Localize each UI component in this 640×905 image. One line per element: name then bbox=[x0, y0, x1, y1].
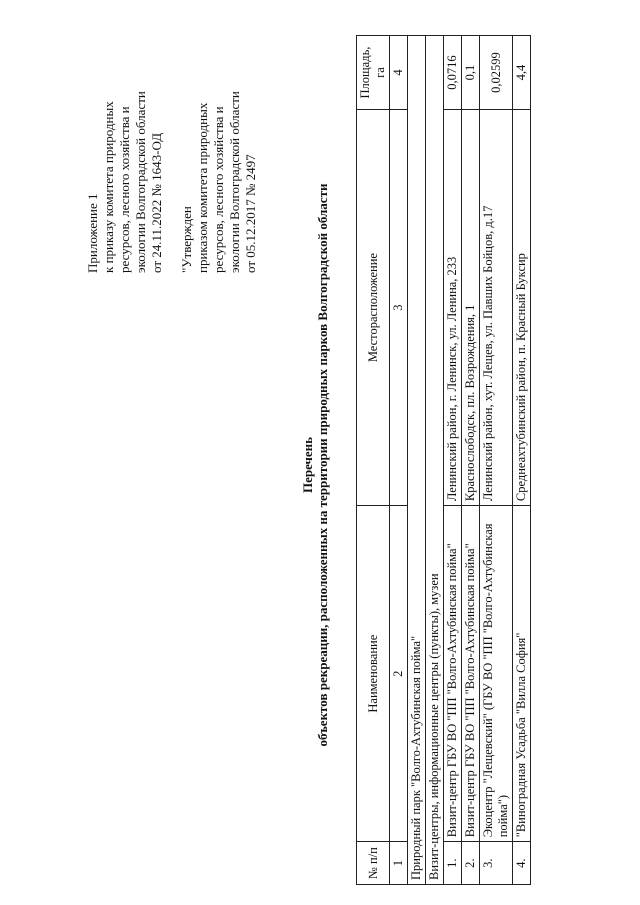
column-number: 1 bbox=[390, 842, 408, 885]
table-row bbox=[444, 36, 462, 885]
appendix-line: от 24.11.2022 № 1643-ОД bbox=[149, 132, 164, 273]
row-location: Ленинский район, г. Ленинск, ул. Ленина, 233 bbox=[444, 110, 462, 506]
row-location: Среднеахтубинский район, п. Красный Буксир bbox=[513, 110, 531, 506]
column-number: 4 bbox=[390, 36, 408, 110]
category-name: Визит-центры, информационные центры (пункты), музеи bbox=[426, 36, 444, 885]
appendix-line: ресурсов, лесного хозяйства и bbox=[117, 106, 132, 273]
approved-line: экологии Волгоградской области bbox=[227, 91, 242, 273]
row-area: 0,02599 bbox=[480, 36, 513, 110]
column-number: 3 bbox=[390, 110, 408, 506]
document-subtitle: объектов рекреации, расположенных на территории природных парков Волгоградской области bbox=[315, 183, 330, 747]
row-name: "Виноградная Усадьба "Вилла София" bbox=[513, 506, 531, 842]
row-number: 1. bbox=[444, 842, 462, 885]
header-name: Наименование bbox=[357, 506, 390, 842]
spacer bbox=[165, 23, 179, 273]
table-row bbox=[462, 36, 480, 885]
column-numbers-row bbox=[390, 36, 408, 885]
row-area: 0,0716 bbox=[444, 36, 462, 110]
row-number: 3. bbox=[480, 842, 513, 885]
approval-block bbox=[85, 23, 259, 273]
category-row bbox=[426, 36, 444, 885]
approved-line: от 05.12.2017 № 2497 bbox=[243, 154, 258, 273]
row-number: 4. bbox=[513, 842, 531, 885]
header-number: № п/п bbox=[357, 842, 390, 885]
row-number: 2. bbox=[462, 842, 480, 885]
approved-line: "Утвержден bbox=[179, 206, 194, 273]
row-name: Визит-центр ГБУ ВО "ПП "Волго-Ахтубинская пойма" bbox=[462, 506, 480, 842]
park-name: Природный парк "Волго-Ахтубинская пойма" bbox=[408, 36, 426, 885]
header-location: Месторасположение bbox=[357, 110, 390, 506]
row-name: Визит-центр ГБУ ВО "ПП "Волго-Ахтубинская пойма" bbox=[444, 506, 462, 842]
approved-line: приказом комитета природных bbox=[195, 102, 210, 273]
column-number: 2 bbox=[390, 506, 408, 842]
appendix-heading: Приложение 1 bbox=[85, 193, 100, 273]
document-title: Перечень bbox=[300, 436, 315, 494]
row-location: Краснослободск, пл. Возрождения, 1 bbox=[462, 110, 480, 506]
appendix-line: к приказу комитета природных bbox=[101, 101, 116, 273]
row-name: Экоцентр "Лещевский" (ГБУ ВО "ПП "Волго-Ахтубинская пойма") bbox=[480, 506, 513, 842]
park-row bbox=[408, 36, 426, 885]
row-area: 0,1 bbox=[462, 36, 480, 110]
recreation-objects-table bbox=[356, 35, 531, 885]
approved-line: ресурсов, лесного хозяйства и bbox=[211, 106, 226, 273]
table-row bbox=[480, 36, 513, 885]
row-area: 4,4 bbox=[513, 36, 531, 110]
table-row bbox=[513, 36, 531, 885]
header-area: Площадь, га bbox=[357, 36, 390, 110]
table-header-row bbox=[357, 36, 390, 885]
row-location: Ленинский район, хут. Лещев, ул. Павших Бойцов, д.17 bbox=[480, 110, 513, 506]
appendix-line: экологии Волгоградской области bbox=[133, 91, 148, 273]
